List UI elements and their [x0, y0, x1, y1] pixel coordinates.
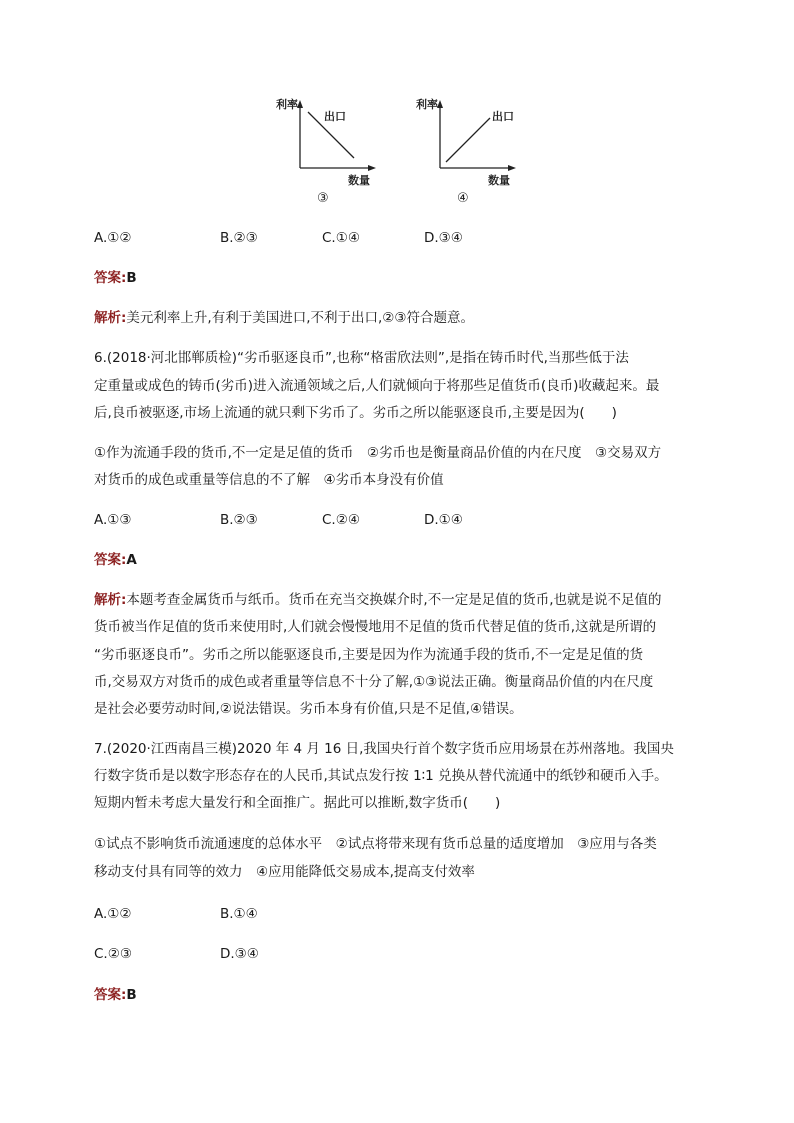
stem-line: 7.(2020·江西南昌三模)2020 年 4 月 16 日,我国央行首个数字货币应用场景在苏州落地。我国央: [94, 741, 674, 757]
stem-line: 定重量或成色的铸币(劣币)进入流通领域之后,人们就倾向于将那些足值货币(良币)收藏起来。最: [94, 378, 660, 394]
option-b: B.②③: [220, 512, 258, 528]
answer-label: 答案:: [94, 987, 127, 1003]
option-a: A.①③: [94, 512, 132, 528]
choice-line: 对货币的成色或重量等信息的不了解 ④劣币本身没有价值: [94, 472, 444, 488]
analysis-text: 美元利率上升,有利于美国进口,不利于出口,②③符合题意。: [126, 310, 474, 326]
q5-answer: [94, 268, 137, 288]
x-axis-label: 数量: [348, 174, 370, 187]
option-b: B.①④: [220, 906, 258, 922]
option-c: C.①④: [322, 230, 360, 246]
option-c: C.②④: [322, 512, 360, 528]
x-axis-label: 数量: [488, 174, 510, 187]
option-b: B.②③: [220, 230, 258, 246]
x-axis-arrow: [368, 165, 376, 171]
figure-4: [410, 92, 530, 207]
figure-3: [270, 92, 390, 207]
analysis-text: 本题考查金属货币与纸币。货币在充当交换媒介时,不一定是足值的货币,也就是说不足值的: [126, 592, 662, 608]
option-a: A.①②: [94, 906, 132, 922]
choice-line: 移动支付具有同等的效力 ④应用能降低交易成本,提高支付效率: [94, 864, 475, 880]
q7-answer: [94, 985, 137, 1005]
q6-analysis-line: 货币被当作足值的货币来使用时,人们就会慢慢地用不足值的货币代替足值的货币,这就是所谓的: [94, 619, 657, 635]
option-d: D.③④: [424, 230, 463, 246]
curve-label: 出口: [492, 110, 514, 123]
analysis-label: 解析:: [94, 310, 127, 326]
analysis-label: 解析:: [94, 592, 127, 608]
q6-analysis-line: 是社会必要劳动时间,②说法错误。劣币本身有价值,只是不足值,④错误。: [94, 701, 523, 717]
export-curve: [446, 118, 490, 162]
answer-label: 答案:: [94, 270, 127, 286]
answer-label: 答案:: [94, 552, 127, 568]
q6-answer: [94, 550, 137, 570]
option-c: C.②③: [94, 946, 132, 962]
x-axis-arrow: [508, 165, 516, 171]
option-d: D.①④: [424, 512, 463, 528]
stem-line: 行数字货币是以数字形态存在的人民币,其试点发行按 1∶1 兑换从替代流通中的纸钞和硬币入手。: [94, 768, 668, 784]
answer-value: A: [126, 552, 137, 568]
q5-analysis: [94, 308, 474, 328]
option-a: A.①②: [94, 230, 132, 246]
option-d: D.③④: [220, 946, 259, 962]
q6-analysis-line: [94, 590, 662, 610]
stem-line: 后,良币被驱逐,市场上流通的就只剩下劣币了。劣币之所以能驱逐良币,主要是因为( ): [94, 405, 617, 421]
stem-line: 短期内暂未考虑大量发行和全面推广。据此可以推断,数字货币( ): [94, 795, 501, 811]
figure-caption: ③: [317, 191, 329, 206]
answer-value: B: [126, 987, 137, 1003]
y-axis-label: 利率: [416, 98, 438, 111]
figure-caption: ④: [457, 191, 469, 206]
answer-value: B: [126, 270, 137, 286]
q6-analysis-line: “劣币驱逐良币”。劣币之所以能驱逐良币,主要是因为作为流通手段的货币,不一定是足值的货: [94, 647, 644, 663]
choice-line: ①试点不影响货币流通速度的总体水平 ②试点将带来现有货币总量的适度增加 ③应用与各类: [94, 836, 657, 852]
stem-line: 6.(2018·河北邯郸质检)“劣币驱逐良币”,也称“格雷欣法则”,是指在铸币时代,当那些低于法: [94, 350, 629, 366]
choice-line: ①作为流通手段的货币,不一定是足值的货币 ②劣币也是衡量商品价值的内在尺度 ③交易双方: [94, 445, 662, 461]
curve-label: 出口: [324, 110, 346, 123]
y-axis-label: 利率: [276, 98, 298, 111]
q6-analysis-line: 币,交易双方对货币的成色或者重量等信息不十分了解,①③说法正确。衡量商品价值的内在尺度: [94, 674, 654, 690]
